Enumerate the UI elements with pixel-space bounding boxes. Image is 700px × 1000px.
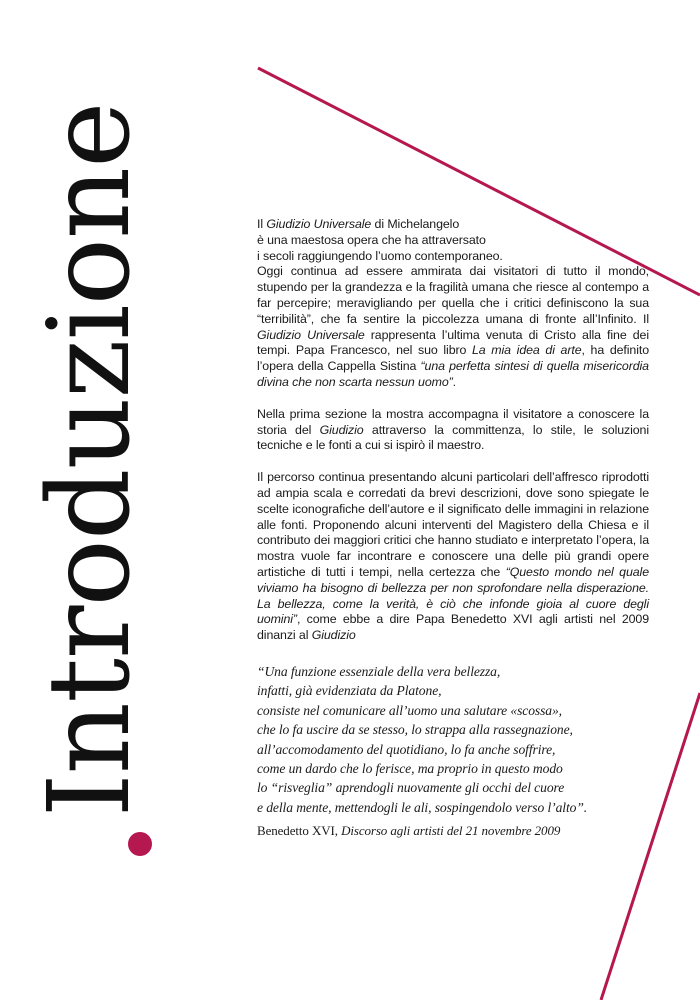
text-run: rappresenta l’ultima venuta di Cristo alla fine dei tempi. Papa Francesco, nel suo libro — [257, 327, 650, 358]
page-title-container — [25, 60, 155, 860]
text-run: attraverso la committenza, lo stile, le soluzioni tecniche e le fonti a cui si ispirò il maestro. — [257, 422, 649, 453]
artwork-title: Giudizio — [311, 628, 356, 643]
main-text — [257, 217, 649, 839]
quote-line: e della mente, mettendogli le ali, sospingendolo verso l’alto”. — [257, 799, 588, 815]
artwork-title: Giudizio Universale — [266, 217, 372, 231]
intro-line-1 — [257, 217, 649, 233]
citation-source: Discorso agli artisti del 21 novembre 2009 — [341, 823, 561, 839]
text-run: Il — [257, 217, 267, 231]
quote-line: infatti, già evidenziata da Platone, — [257, 683, 442, 699]
section-paragraph — [257, 407, 649, 454]
quote-citation — [257, 823, 649, 839]
text-run: , come ebbe a dire Papa Benedetto XVI agli artisti nel 2009 dinanzi al — [257, 612, 649, 643]
intro-line-3: i secoli raggiungendo l’uomo contemporaneo. — [257, 248, 503, 263]
intro-line-2: è una maestosa opera che ha attraversato — [257, 232, 486, 247]
text-run: . — [452, 374, 456, 389]
text-run: , ha definito l’opera della Cappella Sistina — [257, 343, 649, 374]
inline-quote: “Questo mondo nel quale viviamo ha bisogno di bellezza per non sprofondare nella disperazione. La bellezza, come la verità, è ciò che infonde gioia al cuore degli uomini” — [257, 564, 650, 627]
quote-line: consiste nel comunicare all’uomo una salutare «scossa», — [257, 702, 562, 718]
text-run: Il percorso continua presentando alcuni particolari dell’affresco riprodotti ad ampia scala e corredati da brevi descrizioni, dove sono spiegate le scelte iconografiche dell’autore e il significato delle immagini in relazione alle fonti. Proponendo alcuni interventi del Magistero della Chiesa e il contributo dei maggiori critici che hanno studiato e interpretato l’opera, la mostra vuole far incontrare e conoscere una delle più grandi opere artistiche di tutti i tempi, nella certezza che — [257, 470, 649, 579]
artwork-title: Giudizio Universale — [257, 327, 365, 342]
block-quote — [257, 662, 649, 817]
quote-line: “Una funzione essenziale della vera bellezza, — [257, 663, 501, 679]
paragraph-spacer — [257, 454, 649, 470]
quote-line: come un dardo che lo ferisce, ma proprio in questo modo — [257, 760, 563, 776]
inline-quote: “una perfetta sintesi di quella misericordia divina che non scarta nessun uomo” — [257, 359, 649, 389]
book-title: La mia idea di arte — [472, 343, 582, 358]
title-accent-dot — [128, 832, 152, 856]
quote-line: all’accomodamento del quotidiano, lo fa anche soffrire, — [257, 741, 556, 757]
paragraph-spacer — [257, 391, 649, 407]
citation-author: Benedetto XVI, — [257, 823, 342, 839]
intro-paragraph-continued — [257, 264, 649, 390]
intro-paragraph — [257, 217, 649, 264]
artwork-title: Giudizio — [319, 422, 364, 437]
text-run: Nella prima sezione la mostra accompagna il visitatore a conoscere la storia del — [257, 406, 649, 437]
text-run: Oggi continua ad essere ammirata dai visitatori di tutto il mondo, stupendo per la grandezza e la fragilità umana che riesce al contempo a far percepire; meravigliando per quella che i critici definiscono la sua “terribilità”, che fa sentire la piccolezza umana di fronte all’Infinito. Il — [257, 264, 649, 326]
exhibition-paragraph — [257, 470, 649, 644]
page-title: Introduzione — [25, 102, 155, 818]
text-run: di Michelangelo — [371, 217, 460, 231]
quote-line: lo “risveglia” aprendogli nuovamente gli occhi del cuore — [257, 780, 565, 796]
quote-line: che lo fa uscire da se stesso, lo strappa alla rassegnazione, — [257, 722, 573, 738]
